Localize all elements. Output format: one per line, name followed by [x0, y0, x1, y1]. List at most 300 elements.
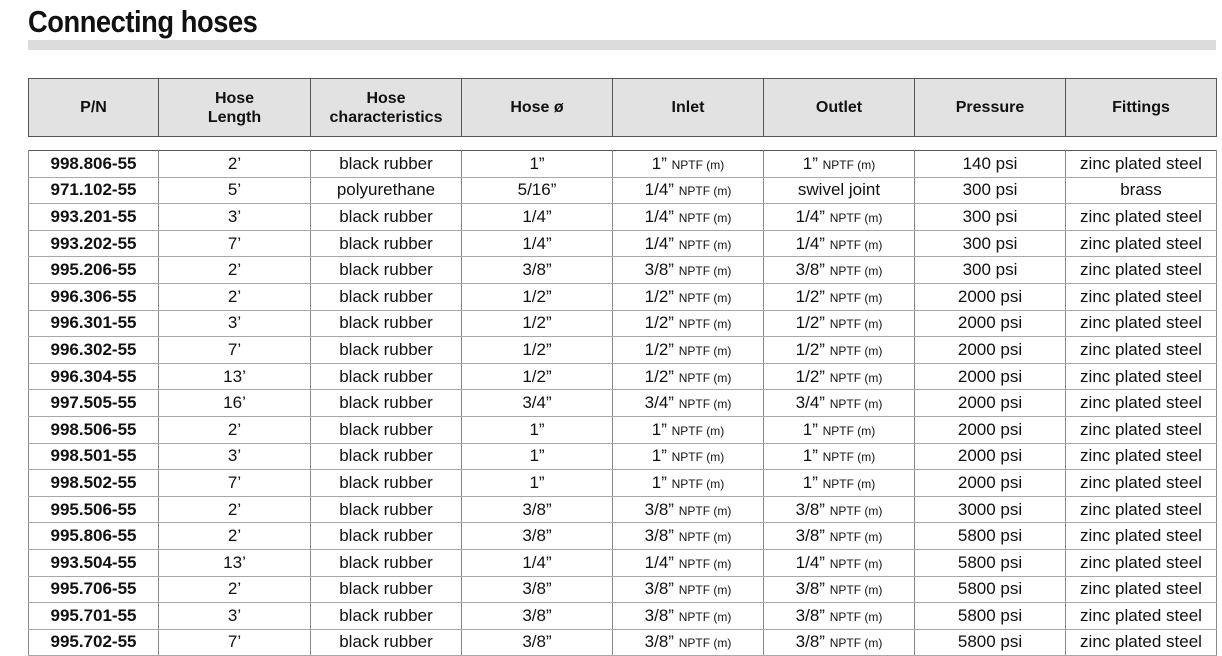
fittings-cell [1066, 443, 1217, 470]
inlet-cell-value: 3/4” [644, 393, 674, 413]
outlet-cell [764, 603, 915, 630]
hose-characteristics-cell [311, 390, 462, 417]
table-row [29, 151, 1217, 178]
hose-diameter-cell-value: 1/4” [522, 552, 552, 572]
hose-length-cell [159, 177, 311, 204]
hose-diameter-cell [462, 629, 613, 656]
hose-length-cell [159, 337, 311, 364]
fittings-cell-value: zinc plated steel [1080, 605, 1202, 625]
hose-characteristics-cell-value: black rubber [339, 206, 433, 226]
hose-length-cell-value: 2’ [227, 153, 242, 173]
inlet-cell [613, 230, 764, 257]
pressure-cell [915, 576, 1066, 603]
outlet-cell-unit: NPTF (m) [822, 423, 876, 438]
hose-diameter-cell-value: 1/2” [522, 313, 552, 333]
table-row [29, 337, 1217, 364]
inlet-cell-value: 1/4” [644, 180, 674, 200]
hose-diameter-cell [462, 283, 613, 310]
inlet-cell [613, 177, 764, 204]
pn-cell-value: 996.301-55 [50, 313, 137, 333]
outlet-cell [764, 310, 915, 337]
outlet-cell-value: swivel joint [797, 180, 881, 200]
outlet-cell-value: 1” [802, 153, 818, 173]
hose-diameter-cell [462, 390, 613, 417]
outlet-cell-unit: NPTF (m) [829, 530, 883, 545]
fittings-cell-value: zinc plated steel [1080, 206, 1202, 226]
hose-diameter-cell [462, 177, 613, 204]
inlet-cell [613, 257, 764, 284]
pn-cell [29, 390, 159, 417]
hose-diameter-cell [462, 363, 613, 390]
hose-diameter-cell [462, 416, 613, 443]
fittings-cell-value: zinc plated steel [1080, 233, 1202, 253]
header-row [29, 79, 1217, 137]
inlet-cell-value: 1/2” [644, 339, 674, 359]
pressure-cell [915, 603, 1066, 630]
hose-length-cell-value: 2’ [227, 260, 242, 280]
hose-diameter-cell [462, 523, 613, 550]
hose-characteristics-cell [311, 629, 462, 656]
hose-length-cell [159, 390, 311, 417]
inlet-cell-unit: NPTF (m) [678, 583, 732, 598]
outlet-cell-unit: NPTF (m) [822, 476, 876, 491]
hose-characteristics-cell-value: black rubber [339, 393, 433, 413]
hose-diameter-cell-value: 1/2” [522, 339, 552, 359]
hose-characteristics-cell [311, 230, 462, 257]
hose-characteristics-cell [311, 151, 462, 178]
outlet-cell [764, 443, 915, 470]
hose-diameter-cell-value: 3/8” [522, 526, 552, 546]
fittings-cell [1066, 470, 1217, 497]
inlet-cell-unit: NPTF (m) [678, 530, 732, 545]
hose-length-cell [159, 310, 311, 337]
hose-characteristics-cell [311, 310, 462, 337]
outlet-cell-value: 1/2” [795, 339, 825, 359]
table-row [29, 363, 1217, 390]
hose-length-cell [159, 523, 311, 550]
inlet-cell-value: 1/4” [644, 233, 674, 253]
pressure-cell [915, 230, 1066, 257]
hose-diameter-cell [462, 603, 613, 630]
inlet-cell [613, 629, 764, 656]
inlet-cell [613, 523, 764, 550]
hose-diameter-cell [462, 496, 613, 523]
fittings-cell [1066, 204, 1217, 231]
hose-characteristics-cell [311, 470, 462, 497]
pressure-cell [915, 363, 1066, 390]
outlet-cell [764, 549, 915, 576]
table-row [29, 629, 1217, 656]
inlet-cell-unit: NPTF (m) [671, 450, 725, 465]
hose-length-cell-value: 7’ [227, 632, 242, 652]
hose-diameter-cell-value: 1/2” [522, 366, 552, 386]
outlet-cell-unit: NPTF (m) [829, 343, 883, 358]
pressure-cell [915, 443, 1066, 470]
hose-diameter-cell-value: 1” [529, 446, 545, 466]
outlet-cell [764, 151, 915, 178]
fittings-cell-value: zinc plated steel [1080, 313, 1202, 333]
pn-cell [29, 310, 159, 337]
pressure-cell [915, 310, 1066, 337]
fittings-cell [1066, 523, 1217, 550]
hose-diameter-cell-value: 3/8” [522, 499, 552, 519]
outlet-cell-value: 3/8” [795, 499, 825, 519]
inlet-cell-unit: NPTF (m) [678, 609, 732, 624]
pressure-cell-value: 5800 psi [957, 605, 1023, 625]
hose-diameter-cell-value: 1” [529, 153, 545, 173]
hose-characteristics-cell-value: black rubber [339, 286, 433, 306]
inlet-cell-unit: NPTF (m) [678, 636, 732, 651]
fittings-cell [1066, 230, 1217, 257]
pn-cell [29, 363, 159, 390]
pressure-cell-value: 300 psi [962, 180, 1018, 200]
fittings-cell-value: zinc plated steel [1080, 153, 1202, 173]
hose-characteristics-cell-value: black rubber [339, 472, 433, 492]
hose-diameter-cell [462, 549, 613, 576]
hose-length-cell-value: 3’ [227, 446, 242, 466]
hose-characteristics-cell-value: black rubber [339, 632, 433, 652]
outlet-cell [764, 470, 915, 497]
pn-cell-value: 995.506-55 [50, 499, 137, 519]
inlet-cell-value: 3/8” [644, 260, 674, 280]
outlet-cell [764, 337, 915, 364]
inlet-cell-value: 1/4” [644, 552, 674, 572]
outlet-cell-unit: NPTF (m) [829, 317, 883, 332]
inlet-cell-unit: NPTF (m) [678, 184, 732, 199]
pn-cell [29, 549, 159, 576]
pn-cell-value: 971.102-55 [50, 180, 137, 200]
hose-length-cell-value: 3’ [227, 313, 242, 333]
column-header-hose-characteristics: Hose characteristics [311, 79, 462, 137]
inlet-cell-value: 3/8” [644, 526, 674, 546]
fittings-cell-value: zinc plated steel [1080, 526, 1202, 546]
inlet-cell-unit: NPTF (m) [678, 556, 732, 571]
hose-diameter-cell [462, 470, 613, 497]
outlet-cell-value: 3/8” [795, 605, 825, 625]
hose-length-cell [159, 416, 311, 443]
fittings-cell [1066, 549, 1217, 576]
outlet-cell-value: 3/8” [795, 632, 825, 652]
inlet-cell [613, 151, 764, 178]
outlet-cell [764, 576, 915, 603]
inlet-cell [613, 470, 764, 497]
hose-length-cell-value: 13’ [223, 366, 246, 386]
column-header-inlet: Inlet [613, 79, 764, 137]
outlet-cell [764, 390, 915, 417]
hose-length-cell-value: 2’ [227, 286, 242, 306]
fittings-cell [1066, 363, 1217, 390]
inlet-cell [613, 603, 764, 630]
inlet-cell [613, 549, 764, 576]
pressure-cell-value: 300 psi [962, 233, 1018, 253]
outlet-cell-unit: NPTF (m) [822, 450, 876, 465]
pn-cell-value: 996.304-55 [50, 366, 137, 386]
pressure-cell [915, 283, 1066, 310]
hose-characteristics-cell [311, 576, 462, 603]
hose-characteristics-cell-value: black rubber [339, 153, 433, 173]
hose-characteristics-cell-value: black rubber [339, 339, 433, 359]
inlet-cell [613, 390, 764, 417]
pn-cell-value: 993.201-55 [50, 206, 137, 226]
hose-diameter-cell-value: 1/2” [522, 286, 552, 306]
outlet-cell-unit: NPTF (m) [829, 636, 883, 651]
hose-length-cell-value: 3’ [227, 206, 242, 226]
hose-length-cell [159, 257, 311, 284]
inlet-cell-unit: NPTF (m) [678, 343, 732, 358]
pressure-cell [915, 470, 1066, 497]
hose-length-cell-value: 3’ [227, 605, 242, 625]
hose-length-cell [159, 629, 311, 656]
column-header-hose-diameter: Hose ø [462, 79, 613, 137]
hose-characteristics-cell [311, 177, 462, 204]
hose-length-cell [159, 549, 311, 576]
outlet-cell-value: 3/8” [795, 526, 825, 546]
table-row [29, 257, 1217, 284]
outlet-cell-unit: NPTF (m) [829, 370, 883, 385]
hose-length-cell-value: 2’ [227, 499, 242, 519]
inlet-cell-value: 1/2” [644, 286, 674, 306]
title-rule [28, 40, 1216, 50]
pressure-cell-value: 5800 psi [957, 552, 1023, 572]
fittings-cell [1066, 283, 1217, 310]
hose-characteristics-cell [311, 337, 462, 364]
table-row [29, 470, 1217, 497]
pn-cell-value: 996.302-55 [50, 339, 137, 359]
outlet-cell-unit: NPTF (m) [829, 556, 883, 571]
hose-characteristics-cell [311, 443, 462, 470]
outlet-cell [764, 230, 915, 257]
column-header-fittings: Fittings [1066, 79, 1217, 137]
pn-cell [29, 470, 159, 497]
fittings-cell-value: zinc plated steel [1080, 366, 1202, 386]
pressure-cell-value: 2000 psi [957, 313, 1023, 333]
inlet-cell [613, 363, 764, 390]
pn-cell [29, 177, 159, 204]
hose-characteristics-cell [311, 523, 462, 550]
pressure-cell-value: 5800 psi [957, 632, 1023, 652]
outlet-cell-value: 1/2” [795, 286, 825, 306]
hose-length-cell [159, 151, 311, 178]
outlet-cell [764, 363, 915, 390]
outlet-cell [764, 416, 915, 443]
outlet-cell [764, 204, 915, 231]
inlet-cell-unit: NPTF (m) [678, 264, 732, 279]
outlet-cell-unit: NPTF (m) [829, 583, 883, 598]
table-row [29, 390, 1217, 417]
hose-characteristics-cell [311, 416, 462, 443]
fittings-cell [1066, 496, 1217, 523]
outlet-cell-unit: NPTF (m) [829, 210, 883, 225]
inlet-cell-unit: NPTF (m) [671, 157, 725, 172]
pressure-cell-value: 5800 psi [957, 526, 1023, 546]
hose-length-cell-value: 2’ [227, 526, 242, 546]
fittings-cell [1066, 603, 1217, 630]
column-header-hose-length: Hose Length [159, 79, 311, 137]
column-header-pressure: Pressure [915, 79, 1066, 137]
pressure-cell-value: 2000 psi [957, 339, 1023, 359]
table-row [29, 549, 1217, 576]
inlet-cell [613, 576, 764, 603]
hose-diameter-cell-value: 1” [529, 419, 545, 439]
pn-cell [29, 337, 159, 364]
table-row [29, 230, 1217, 257]
inlet-cell-value: 3/8” [644, 605, 674, 625]
hose-diameter-cell [462, 337, 613, 364]
table-row [29, 523, 1217, 550]
inlet-cell [613, 204, 764, 231]
hose-characteristics-cell-value: black rubber [339, 366, 433, 386]
fittings-cell-value: zinc plated steel [1080, 499, 1202, 519]
outlet-cell [764, 177, 915, 204]
pressure-cell-value: 300 psi [962, 260, 1018, 280]
fittings-cell [1066, 177, 1217, 204]
column-header-outlet: Outlet [764, 79, 915, 137]
pn-cell-value: 998.501-55 [50, 446, 137, 466]
hose-length-cell-value: 2’ [227, 419, 242, 439]
hose-diameter-cell-value: 1” [529, 472, 545, 492]
fittings-cell-value: zinc plated steel [1080, 446, 1202, 466]
pressure-cell-value: 3000 psi [957, 499, 1023, 519]
fittings-cell [1066, 337, 1217, 364]
pressure-cell [915, 390, 1066, 417]
pressure-cell [915, 416, 1066, 443]
outlet-cell [764, 629, 915, 656]
outlet-cell-unit: NPTF (m) [822, 157, 876, 172]
hose-length-cell-value: 7’ [227, 339, 242, 359]
pn-cell [29, 576, 159, 603]
pn-cell [29, 443, 159, 470]
outlet-cell-value: 1/4” [795, 206, 825, 226]
pn-cell-value: 995.206-55 [50, 260, 137, 280]
inlet-cell-unit: NPTF (m) [678, 370, 732, 385]
pn-cell-value: 993.202-55 [50, 233, 137, 253]
inlet-cell-unit: NPTF (m) [678, 210, 732, 225]
inlet-cell-value: 1” [651, 472, 667, 492]
pressure-cell [915, 337, 1066, 364]
hose-diameter-cell-value: 1/4” [522, 233, 552, 253]
hose-characteristics-cell [311, 363, 462, 390]
outlet-cell-value: 3/4” [795, 393, 825, 413]
pressure-cell-value: 2000 psi [957, 366, 1023, 386]
outlet-cell-unit: NPTF (m) [829, 503, 883, 518]
fittings-cell-value: zinc plated steel [1080, 472, 1202, 492]
outlet-cell [764, 257, 915, 284]
hose-length-cell [159, 443, 311, 470]
hose-characteristics-cell-value: black rubber [339, 260, 433, 280]
fittings-cell [1066, 257, 1217, 284]
pn-cell [29, 257, 159, 284]
pn-cell [29, 523, 159, 550]
outlet-cell-unit: NPTF (m) [829, 237, 883, 252]
fittings-cell-value: brass [1120, 180, 1162, 200]
pn-cell [29, 603, 159, 630]
hose-diameter-cell-value: 3/4” [522, 393, 552, 413]
pressure-cell [915, 204, 1066, 231]
outlet-cell-value: 3/8” [795, 260, 825, 280]
inlet-cell [613, 496, 764, 523]
pressure-cell-value: 2000 psi [957, 446, 1023, 466]
pn-cell-value: 996.306-55 [50, 286, 137, 306]
pn-cell-value: 995.702-55 [50, 632, 137, 652]
table-row [29, 576, 1217, 603]
pn-cell-value: 995.701-55 [50, 605, 137, 625]
fittings-cell [1066, 151, 1217, 178]
inlet-cell-value: 1” [651, 419, 667, 439]
pressure-cell-value: 2000 psi [957, 286, 1023, 306]
pressure-cell-value: 2000 psi [957, 419, 1023, 439]
inlet-cell-value: 3/8” [644, 632, 674, 652]
hose-characteristics-cell [311, 283, 462, 310]
outlet-cell-unit: NPTF (m) [829, 397, 883, 412]
hose-diameter-cell-value: 1/4” [522, 206, 552, 226]
hose-length-cell-value: 2’ [227, 579, 242, 599]
table-header [28, 78, 1217, 137]
inlet-cell-unit: NPTF (m) [678, 317, 732, 332]
hose-diameter-cell-value: 5/16” [517, 180, 557, 200]
hose-diameter-cell [462, 151, 613, 178]
table-row [29, 603, 1217, 630]
pn-cell-value: 993.504-55 [50, 552, 137, 572]
pn-cell [29, 230, 159, 257]
inlet-cell-unit: NPTF (m) [671, 423, 725, 438]
hose-length-cell [159, 496, 311, 523]
inlet-cell-value: 3/8” [644, 579, 674, 599]
hose-characteristics-cell-value: black rubber [339, 313, 433, 333]
hose-characteristics-cell-value: black rubber [339, 419, 433, 439]
hose-diameter-cell-value: 3/8” [522, 260, 552, 280]
pressure-cell [915, 496, 1066, 523]
fittings-cell [1066, 390, 1217, 417]
inlet-cell-unit: NPTF (m) [678, 503, 732, 518]
hose-characteristics-cell-value: black rubber [339, 233, 433, 253]
fittings-cell [1066, 629, 1217, 656]
inlet-cell-value: 1/2” [644, 366, 674, 386]
fittings-cell-value: zinc plated steel [1080, 632, 1202, 652]
outlet-cell-value: 1/2” [795, 366, 825, 386]
fittings-cell-value: zinc plated steel [1080, 286, 1202, 306]
table-row [29, 310, 1217, 337]
pressure-cell [915, 257, 1066, 284]
hose-characteristics-cell-value: black rubber [339, 605, 433, 625]
pressure-cell-value: 300 psi [962, 206, 1018, 226]
pn-cell-value: 998.502-55 [50, 472, 137, 492]
pressure-cell-value: 2000 psi [957, 472, 1023, 492]
outlet-cell-unit: NPTF (m) [829, 609, 883, 624]
hose-characteristics-cell [311, 204, 462, 231]
hose-characteristics-cell [311, 549, 462, 576]
hose-characteristics-cell [311, 603, 462, 630]
hose-length-cell [159, 204, 311, 231]
pn-cell [29, 416, 159, 443]
inlet-cell-unit: NPTF (m) [678, 290, 732, 305]
table-row [29, 496, 1217, 523]
hose-diameter-cell [462, 204, 613, 231]
hose-length-cell [159, 576, 311, 603]
hose-length-cell [159, 363, 311, 390]
hose-diameter-cell-value: 3/8” [522, 579, 552, 599]
pressure-cell [915, 151, 1066, 178]
pressure-cell-value: 2000 psi [957, 393, 1023, 413]
hose-diameter-cell [462, 257, 613, 284]
inlet-cell-value: 1/4” [644, 206, 674, 226]
pn-cell-value: 998.806-55 [50, 153, 137, 173]
outlet-cell-value: 1/2” [795, 313, 825, 333]
inlet-cell [613, 443, 764, 470]
hoses-table [28, 150, 1217, 656]
pn-cell [29, 151, 159, 178]
fittings-cell-value: zinc plated steel [1080, 339, 1202, 359]
hose-characteristics-cell-value: black rubber [339, 446, 433, 466]
